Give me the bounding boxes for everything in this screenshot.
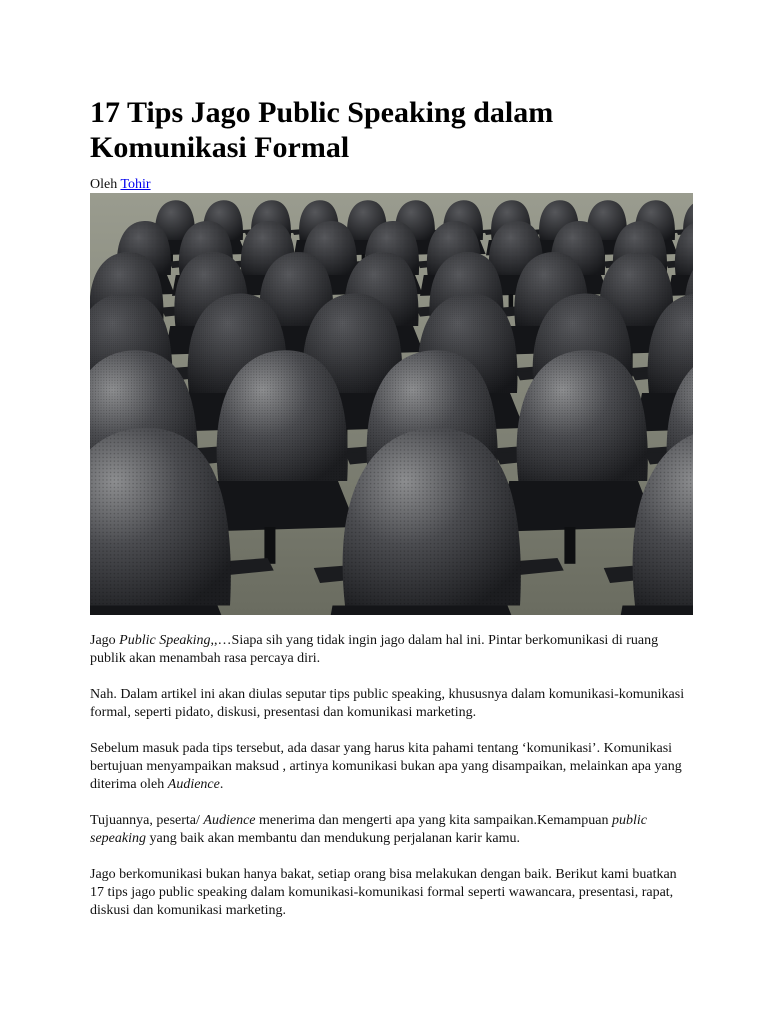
chairs-illustration: [90, 193, 693, 615]
paragraph-goal: Tujuannya, peserta/ Audience menerima dan mengerti apa yang kita sampaikan.Kemampuan public sepeaking yang baik akan membantu dan mendukung perjalanan karir kamu.: [90, 813, 647, 846]
byline: [90, 176, 151, 194]
article-body: [90, 632, 690, 938]
author-link[interactable]: Tohir: [120, 177, 151, 192]
byline-prefix: Oleh: [90, 177, 118, 192]
article-photo: [90, 193, 693, 615]
paragraph-overview: Nah. Dalam artikel ini akan diulas seputar tips public speaking, khususnya dalam komunikasi-komunikasi formal, seperti pidato, diskusi, presentasi dan komunikasi marketing.: [90, 687, 685, 720]
paragraph-communication: Sebelum masuk pada tips tersebut, ada dasar yang harus kita pahami tentang ‘komunikasi’. Komunikasi bertujuan menyampaikan maksud , artinya komunikasi bukan apa yang disampaikan, melainkan apa yang diterima oleh Audience.: [90, 741, 682, 792]
paragraph-intro: Jago Public Speaking,,…Siapa sih yang tidak ingin jago dalam hal ini. Pintar berkomunikasi di ruang publik akan menambah rasa percaya diri.: [90, 633, 659, 666]
paragraph-tips-intro: Jago berkomunikasi bukan hanya bakat, setiap orang bisa melakukan dengan baik. Berikut kami buatkan 17 tips jago public speaking dalam komunikasi-komunikasi formal seperti wawancara, presentasi, rapat, diskusi dan komunikasi marketing.: [90, 867, 677, 918]
article-title: 17 Tips Jago Public Speaking dalam Komunikasi Formal: [90, 96, 554, 164]
